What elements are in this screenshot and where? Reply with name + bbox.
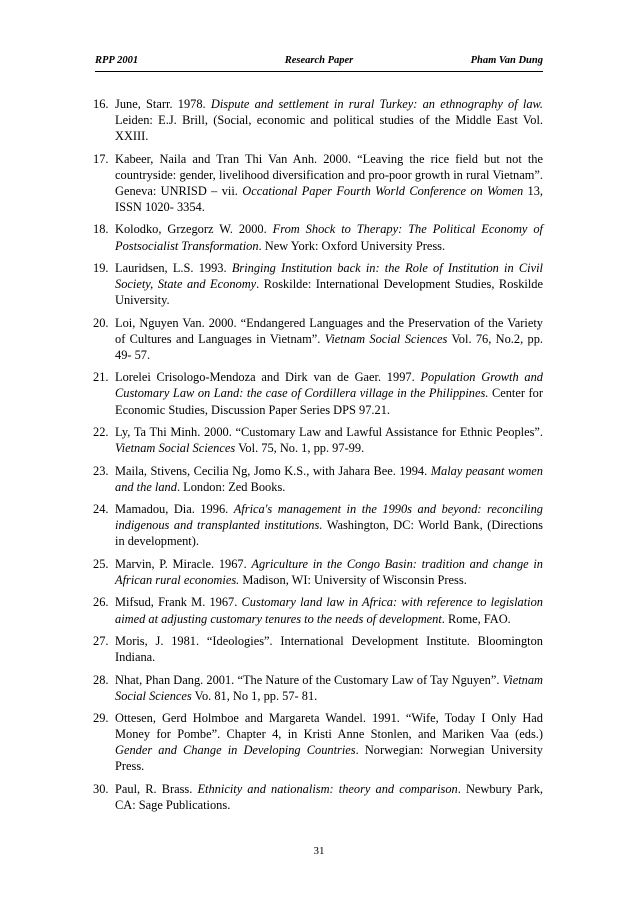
reference-number: 28. [93, 672, 109, 687]
reference-number: 16. [93, 97, 109, 111]
reference-text: Washington, DC: World Bank, (Directions in development). [115, 518, 543, 549]
reference-item [93, 96, 543, 144]
reference-text: Kabeer, Naila and Tran Thi Van Anh. 2000. “Leaving the rice field but not the countryside: gender, livelihood diversification and pro-poor growth in rural Vietnam”. Geneva: UNRISD – vii. [115, 151, 543, 198]
page-number: 31 [313, 845, 325, 857]
reference-text: Ottesen, Gerd Holmboe and Margareta Wandel. 1991. “Wife, Today I Only Had Money for Pombe”. Chapter 4, in Kristi Anne Stonlen, and Mariken Vaa (eds.) [115, 711, 543, 742]
reference-number: 18. [93, 222, 109, 237]
reference-number: 21. [93, 370, 109, 385]
reference-item [93, 315, 543, 363]
header-center: Research Paper [284, 55, 354, 66]
reference-title: Bringing Institution back in: the Role of Institution in Civil Society, State and Economy [115, 261, 543, 292]
reference-item [93, 424, 543, 456]
reference-title: Gender and Change in Developing Countries [115, 743, 356, 758]
header-right: Pham Van Dung [470, 55, 543, 66]
reference-item [93, 501, 543, 549]
reference-number: 25. [93, 556, 109, 571]
reference-text: Nhat, Phan Dang. 2001. “The Nature of the Customary Law of Tay Nguyen”. [115, 672, 503, 687]
reference-title: Ethnicity and nationalism: theory and comparison [197, 781, 458, 796]
reference-number: 19. [93, 261, 109, 276]
reference-text: . Rome, FAO. [441, 611, 511, 626]
reference-item [93, 556, 543, 588]
reference-title: Vietnam Social Sciences [324, 331, 448, 346]
reference-text: Ly, Ta Thi Minh. 2000. “Customary Law and Lawful Assistance for Ethnic Peoples”. [115, 425, 543, 440]
reference-text: Center for Economic Studies, Discussion Paper Series DPS 97.21. [115, 386, 543, 417]
reference-number: 22. [93, 425, 109, 440]
reference-title: Vietnam Social Sciences [115, 441, 236, 456]
reference-text: . Norwegian: Norwegian University Press. [115, 743, 543, 774]
reference-number: 30. [93, 781, 109, 796]
reference-item [93, 633, 543, 665]
reference-number: 23. [93, 463, 109, 478]
reference-item [93, 672, 543, 704]
reference-title: From Shock to Therapy: The Political Economy of Postsocialist Transformation [115, 222, 543, 253]
reference-title: Population Growth and Customary Law on Land: the case of Cordillera village in the Philippines. [115, 370, 543, 401]
reference-number: 27. [93, 634, 109, 649]
reference-text: Vol. 76, No.2, pp. 49- 57. [115, 331, 544, 362]
reference-text: Moris, J. 1981. “Ideologies”. International Development Institute. Bloomington Indiana. [115, 634, 543, 665]
page-header [95, 55, 543, 72]
reference-item [93, 594, 543, 626]
reference-text: Vo. 81, No 1, pp. 57- 81. [191, 688, 318, 703]
reference-text: Loi, Nguyen Van. 2000. “Endangered Languages and the Preservation of the Variety of Cultures and Languages in Vietnam”. [115, 315, 543, 346]
header-left: RPP 2001 [95, 55, 139, 66]
reference-text: . London: Zed Books. [176, 479, 286, 494]
reference-text: . Newbury Park, CA: Sage Publications. [115, 781, 543, 813]
reference-text: June, Starr. 1978. [115, 97, 211, 111]
reference-item [93, 260, 543, 308]
reference-text: 13, ISSN 1020- 3354. [115, 183, 543, 214]
reference-number: 29. [93, 711, 109, 726]
reference-text: Lorelei Crisologo-Mendoza and Dirk van de Gaer. 1997. [115, 370, 421, 385]
reference-text: . New York: Oxford University Press. [258, 238, 446, 253]
reference-title: Dispute and settlement in rural Turkey: an ethnography of law. [210, 97, 543, 111]
reference-text: Maila, Stivens, Cecilia Ng, Jomo K.S., with Jahara Bee. 1994. [115, 463, 431, 478]
reference-text: . Roskilde: International Development Studies, Roskilde University. [115, 277, 543, 308]
reference-text: Leiden: E.J. Brill, (Social, economic and political studies of the Middle East Vol. XXIII. [115, 113, 543, 144]
reference-text: Vol. 75, No. 1, pp. 97-99. [235, 441, 365, 456]
reference-text: Madison, WI: University of Wisconsin Press. [239, 572, 467, 587]
reference-item [93, 151, 543, 215]
reference-title: Customary land law in Africa: with reference to legislation aimed at adjusting customary tenures to the needs of development [115, 595, 543, 626]
reference-text: Marvin, P. Miracle. 1967. [115, 556, 252, 571]
reference-number: 17. [93, 151, 109, 166]
reference-text: Lauridsen, L.S. 1993. [115, 261, 232, 276]
reference-title: Malay peasant women and the land [115, 463, 544, 494]
reference-text: Paul, R. Brass. [115, 781, 198, 796]
reference-text: Kolodko, Grzegorz W. 2000. [115, 222, 273, 237]
reference-item [93, 710, 543, 774]
reference-number: 20. [93, 315, 109, 330]
reference-title: Agriculture in the Congo Basin: tradition and change in African rural economies. [115, 556, 543, 587]
reference-item [93, 369, 543, 417]
reference-item [93, 781, 543, 813]
reference-list [93, 96, 543, 820]
reference-title: Vietnam Social Sciences [115, 672, 543, 703]
reference-text: Mamadou, Dia. 1996. [115, 502, 234, 517]
reference-text: Mifsud, Frank M. 1967. [115, 595, 242, 610]
reference-number: 24. [93, 502, 109, 517]
reference-number: 26. [93, 595, 109, 610]
reference-title: Africa's management in the 1990s and beyond: reconciling indigenous and transplanted institutions. [115, 502, 543, 533]
reference-item [93, 463, 543, 495]
reference-title: Occational Paper Fourth World Conference on Women [242, 183, 524, 198]
reference-item [93, 221, 543, 253]
